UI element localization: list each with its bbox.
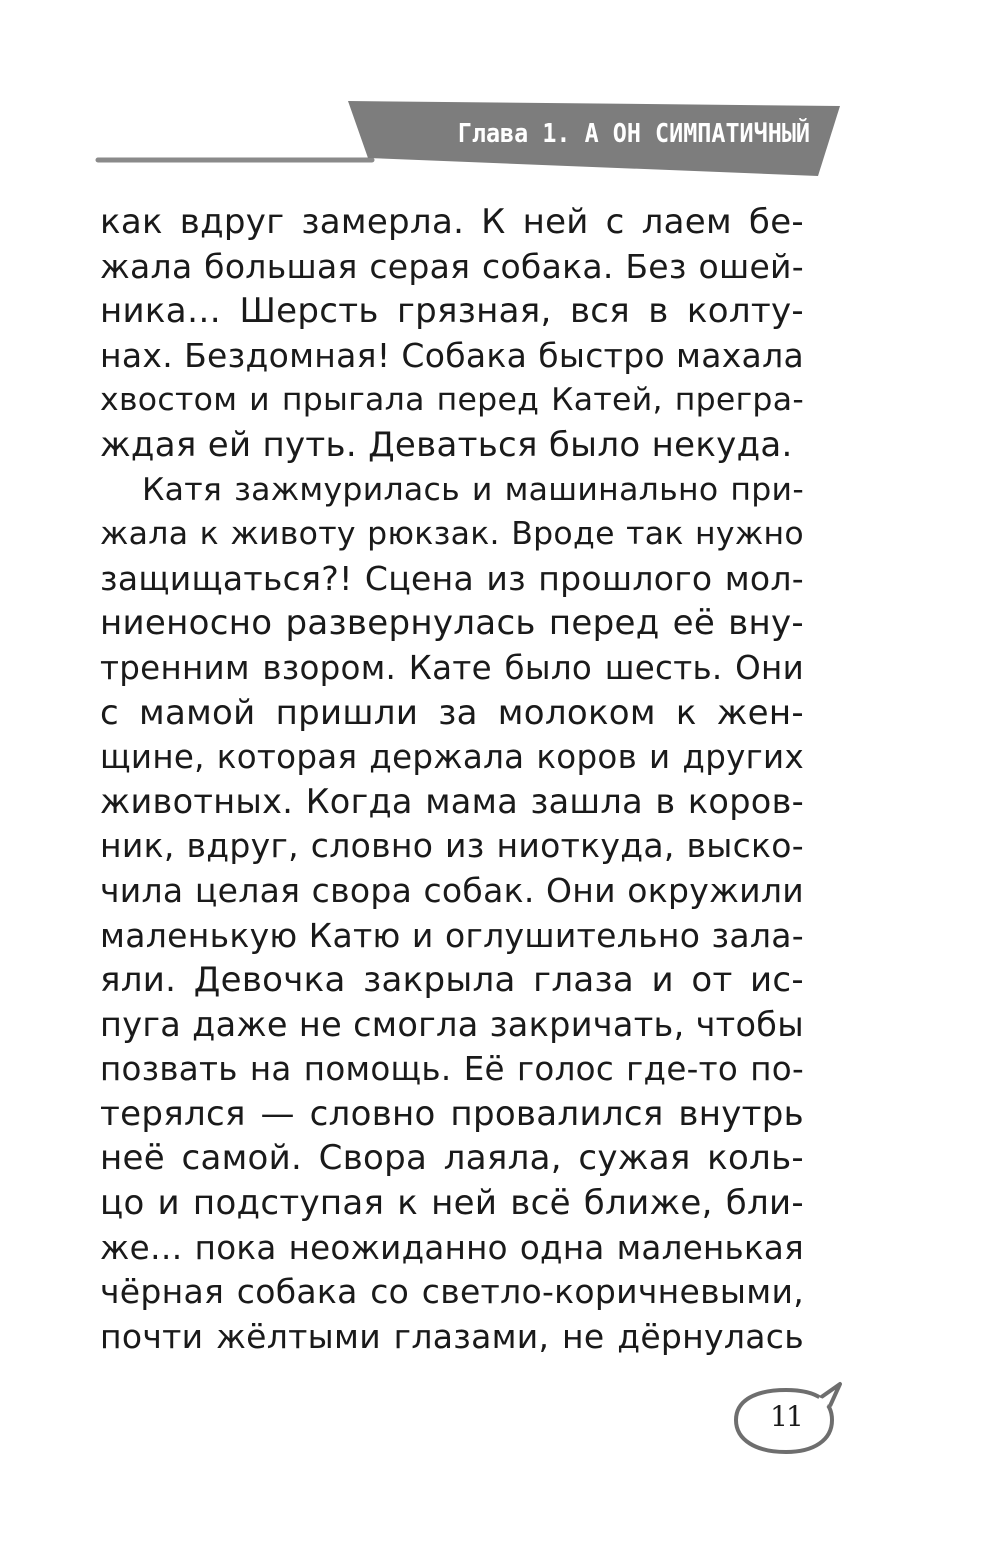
text-line: защищаться?! Сцена из прошлого мол- (100, 558, 804, 598)
text-line: позвать на помощь. Её голос где-то по- (100, 1050, 804, 1089)
chapter-header (0, 0, 1000, 200)
chapter-banner-shape (0, 0, 1000, 200)
text-line: чила целая свора собак. Они окружили (100, 870, 804, 910)
text-line: с мамой пришли за молоком к жен- (100, 692, 804, 733)
text-line: животных. Когда мама зашла в коров- (100, 781, 804, 821)
text-line: почти жёлтыми глазами, не дёрнулась (100, 1316, 804, 1356)
chapter-title: Глава 1. А ОН СИМПАТИЧНЫЙ (457, 119, 810, 149)
text-line: ждая ей путь. Деваться было некуда. (100, 424, 793, 465)
text-line: тренним взором. Кате было шесть. Они (100, 648, 804, 687)
text-line: жала большая серая собака. Без ошей- (100, 246, 804, 286)
text-line: жала к животу рюкзак. Вроде так нужно (100, 516, 804, 553)
text-line: яли. Девочка закрыла глаза и от ис- (100, 960, 804, 1001)
page-number-bubble (728, 1378, 844, 1462)
page-number: 11 (770, 1400, 802, 1433)
text-line: щине, которая держала коров и других (100, 738, 804, 777)
text-line: ник, вдруг, словно из ниоткуда, выско- (100, 826, 804, 866)
text-line: цо и подступая к ней всё ближе, бли- (100, 1183, 804, 1224)
text-line: пуга даже не смогла закричать, чтобы (100, 1004, 804, 1044)
body-text (100, 200, 804, 1359)
text-line: как вдруг замерла. К ней с лаем бе- (100, 202, 804, 242)
text-line: Катя зажмурилась и машинально при- (142, 471, 804, 508)
text-line: неё самой. Свора лаяла, сужая коль- (100, 1138, 804, 1179)
text-line: нах. Бездомная! Собака быстро махала (100, 335, 804, 375)
text-line: хвостом и прыгала перед Катей, прегра- (100, 382, 804, 419)
text-line: чёрная собака со светло-коричневыми, (100, 1272, 804, 1312)
text-line: ника… Шерсть грязная, вся в колту- (100, 291, 804, 332)
text-line: ниеносно развернулась перед её вну- (100, 603, 804, 644)
text-line: терялся — словно провалился внутрь (100, 1093, 804, 1134)
text-line: же… пока неожиданно одна маленькая (100, 1228, 804, 1267)
text-line: маленькую Катю и оглушительно зала- (100, 915, 804, 955)
